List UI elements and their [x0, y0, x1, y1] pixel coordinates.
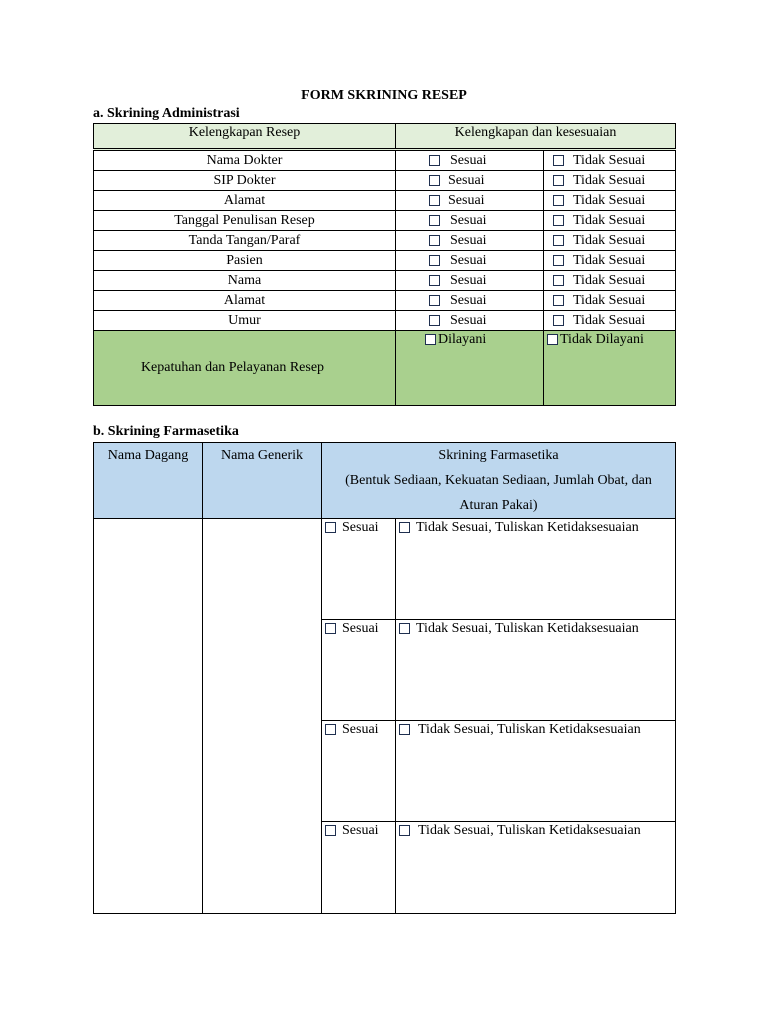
- option-label: Sesuai: [448, 192, 485, 208]
- table-row: [94, 311, 676, 331]
- table-header-row: [94, 124, 676, 150]
- option-label: Sesuai: [450, 232, 487, 248]
- option-cell-sesuai: [396, 211, 544, 231]
- table-row: [94, 231, 676, 251]
- sesuai-checkbox[interactable]: [429, 315, 440, 326]
- section-a-heading: a. Skrining Administrasi: [93, 106, 240, 121]
- option-label: Tidak Sesuai: [573, 192, 646, 208]
- option-cell-tidak-sesuai: [396, 721, 676, 822]
- tidak-sesuai-checkbox[interactable]: [553, 195, 564, 206]
- section-b-heading: b. Skrining Farmasetika: [93, 424, 239, 439]
- screening-header-detail-line1: (Bentuk Sediaan, Kekuatan Sediaan, Jumlah Obat, dan: [345, 473, 652, 488]
- option-label: Sesuai: [450, 152, 487, 168]
- table-header-row: [94, 443, 676, 519]
- option-cell-tidak-sesuai: [544, 291, 676, 311]
- option-label: Sesuai: [450, 212, 487, 228]
- option-label: Sesuai: [342, 621, 379, 636]
- column-header-kelengkapan-resep: Kelengkapan Resep: [94, 124, 396, 150]
- sesuai-checkbox[interactable]: [429, 295, 440, 306]
- option-label: Sesuai: [448, 172, 485, 188]
- form-title: FORM SKRINING RESEP: [301, 88, 467, 103]
- nama-generik-cell[interactable]: [203, 519, 322, 914]
- option-label: Tidak Sesuai, Tuliskan Ketidaksesuaian: [418, 823, 641, 838]
- option-cell-sesuai: [396, 231, 544, 251]
- option-cell-tidak-sesuai: [544, 251, 676, 271]
- option-label: Sesuai: [342, 823, 379, 838]
- option-cell-tidak-sesuai: [544, 191, 676, 211]
- table-row: [94, 519, 676, 620]
- requirement-label: SIP Dokter: [94, 171, 396, 191]
- service-compliance-row: [94, 331, 676, 406]
- requirement-label: Nama: [94, 271, 396, 291]
- option-label: Tidak Sesuai: [573, 292, 646, 308]
- requirement-label: Alamat: [94, 291, 396, 311]
- option-cell-sesuai: [322, 822, 396, 914]
- tidak-sesuai-checkbox[interactable]: [399, 825, 410, 836]
- option-cell-sesuai: [396, 251, 544, 271]
- option-cell-sesuai: [396, 191, 544, 211]
- requirement-label: Pasien: [94, 251, 396, 271]
- table-row: [94, 251, 676, 271]
- table-row: [94, 211, 676, 231]
- table-row: [94, 171, 676, 191]
- option-label: Sesuai: [342, 520, 379, 535]
- screening-header-detail-line2: Aturan Pakai): [459, 498, 538, 513]
- option-label: Sesuai: [450, 292, 487, 308]
- column-header-kelengkapan-kesesuaian: Kelengkapan dan kesesuaian: [396, 124, 676, 150]
- table-row: [94, 191, 676, 211]
- option-label: Tidak Sesuai, Tuliskan Ketidaksesuaian: [416, 621, 639, 636]
- requirement-label: Alamat: [94, 191, 396, 211]
- sesuai-checkbox[interactable]: [429, 255, 440, 266]
- tidak-sesuai-checkbox[interactable]: [553, 215, 564, 226]
- tidak-sesuai-checkbox[interactable]: [399, 623, 410, 634]
- option-label: Tidak Sesuai: [573, 172, 646, 188]
- option-label: Tidak Sesuai: [573, 232, 646, 248]
- option-cell-tidak-sesuai: [396, 519, 676, 620]
- sesuai-checkbox[interactable]: [325, 724, 336, 735]
- option-cell-sesuai: [396, 291, 544, 311]
- option-label: Sesuai: [450, 312, 487, 328]
- tidak-sesuai-checkbox[interactable]: [553, 275, 564, 286]
- administration-screening-table: [93, 123, 676, 406]
- option-label: Tidak Sesuai: [573, 312, 646, 328]
- option-cell-sesuai: [396, 271, 544, 291]
- requirement-label: Nama Dokter: [94, 150, 396, 171]
- option-cell-tidak-sesuai: [544, 231, 676, 251]
- option-cell-sesuai: [322, 620, 396, 721]
- option-label: Dilayani: [438, 332, 487, 347]
- option-label: Tidak Sesuai: [573, 272, 646, 288]
- requirement-label: Tanda Tangan/Paraf: [94, 231, 396, 251]
- option-cell-sesuai: [322, 519, 396, 620]
- option-cell-tidak-sesuai: [396, 620, 676, 721]
- tidak-sesuai-checkbox[interactable]: [399, 724, 410, 735]
- table-row: [94, 291, 676, 311]
- pharmaceutical-screening-table: [93, 442, 676, 914]
- requirement-label: Tanggal Penulisan Resep: [94, 211, 396, 231]
- tidak-sesuai-checkbox[interactable]: [399, 522, 410, 533]
- sesuai-checkbox[interactable]: [325, 623, 336, 634]
- sesuai-checkbox[interactable]: [325, 825, 336, 836]
- option-cell-tidak-sesuai: [544, 150, 676, 171]
- option-cell-sesuai: [396, 171, 544, 191]
- tidak-sesuai-checkbox[interactable]: [553, 295, 564, 306]
- option-cell-sesuai: [396, 150, 544, 171]
- nama-dagang-cell[interactable]: [94, 519, 203, 914]
- option-label: Tidak Sesuai: [573, 212, 646, 228]
- option-cell-tidak-dilayani: [544, 331, 676, 406]
- table-row: [94, 271, 676, 291]
- sesuai-checkbox[interactable]: [429, 275, 440, 286]
- option-label: Sesuai: [450, 272, 487, 288]
- column-header-nama-dagang: Nama Dagang: [94, 443, 203, 519]
- option-label: Sesuai: [450, 252, 487, 268]
- tidak-sesuai-checkbox[interactable]: [553, 255, 564, 266]
- option-cell-sesuai: [396, 311, 544, 331]
- option-label: Sesuai: [342, 722, 379, 737]
- sesuai-checkbox[interactable]: [325, 522, 336, 533]
- option-label: Tidak Sesuai, Tuliskan Ketidaksesuaian: [418, 722, 641, 737]
- column-header-nama-generik: Nama Generik: [203, 443, 322, 519]
- table-row: [94, 150, 676, 171]
- option-cell-sesuai: [322, 721, 396, 822]
- option-cell-dilayani: [396, 331, 544, 406]
- sesuai-checkbox[interactable]: [429, 195, 440, 206]
- option-cell-tidak-sesuai: [544, 211, 676, 231]
- option-cell-tidak-sesuai: [544, 171, 676, 191]
- option-label: Tidak Sesuai: [573, 152, 646, 168]
- sesuai-checkbox[interactable]: [429, 155, 440, 166]
- tidak-sesuai-checkbox[interactable]: [553, 175, 564, 186]
- option-label: Tidak Dilayani: [560, 332, 644, 347]
- sesuai-checkbox[interactable]: [429, 215, 440, 226]
- option-cell-tidak-sesuai: [544, 311, 676, 331]
- sesuai-checkbox[interactable]: [429, 235, 440, 246]
- screening-header-title: Skrining Farmasetika: [438, 448, 559, 463]
- option-label: Tidak Sesuai, Tuliskan Ketidaksesuaian: [416, 520, 639, 535]
- option-cell-tidak-sesuai: [544, 271, 676, 291]
- option-label: Tidak Sesuai: [573, 252, 646, 268]
- tidak-sesuai-checkbox[interactable]: [553, 235, 564, 246]
- tidak-sesuai-checkbox[interactable]: [553, 155, 564, 166]
- tidak-dilayani-checkbox[interactable]: [547, 334, 558, 345]
- sesuai-checkbox[interactable]: [429, 175, 440, 186]
- dilayani-checkbox[interactable]: [425, 334, 436, 345]
- requirement-label: Umur: [94, 311, 396, 331]
- option-cell-tidak-sesuai: [396, 822, 676, 914]
- tidak-sesuai-checkbox[interactable]: [553, 315, 564, 326]
- column-header-skrining-farmasetika: [322, 443, 676, 519]
- service-compliance-label: Kepatuhan dan Pelayanan Resep: [94, 331, 396, 406]
